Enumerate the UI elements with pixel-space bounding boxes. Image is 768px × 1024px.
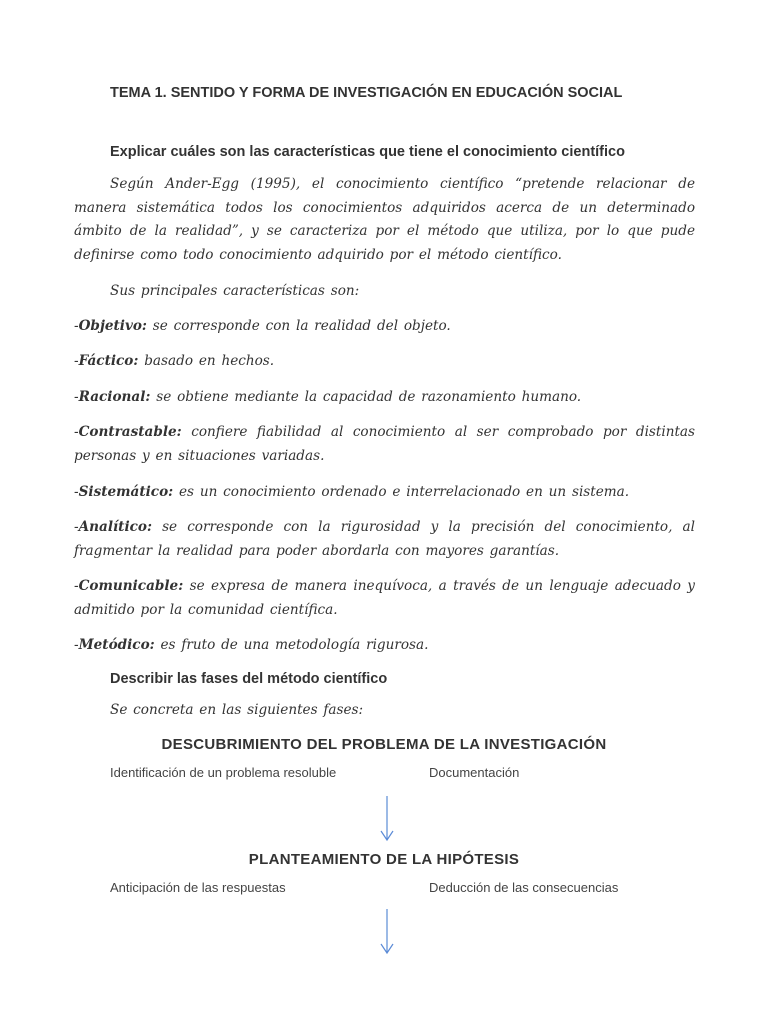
stage2-title: PLANTEAMIENTO DE LA HIPÓTESIS [248, 851, 520, 868]
term-description: confiere fiabilidad al conocimiento al ser comprobado por distintas personas y en situaciones variadas. [74, 424, 695, 464]
stage1-right-label: Documentación [429, 765, 520, 780]
term-label: Fáctico: [78, 353, 139, 369]
list-item-comunicable: -Comunicable: se expresa de manera inequívoca, a través de un lenguaje adecuado y admitido por la comunidad científica. [74, 578, 695, 618]
term-description: es fruto de una metodología rigurosa. [154, 637, 429, 653]
list-item-racional: -Racional: se obtiene mediante la capacidad de razonamiento humano. [74, 389, 582, 405]
term-description: se corresponde con la rigurosidad y la precisión del conocimiento, al fragmentar la realidad para poder abordarla con mayores garantías. [74, 519, 695, 559]
term-description: se corresponde con la realidad del objeto. [146, 318, 451, 334]
term-label: Comunicable: [78, 578, 184, 594]
stage2-left-label: Anticipación de las respuestas [110, 880, 286, 895]
term-description: se expresa de manera inequívoca, a través de un lenguaje adecuado y admitido por la comunidad científica. [74, 578, 695, 618]
term-label: Sistemático: [78, 484, 174, 500]
stage1-title: DESCUBRIMIENTO DEL PROBLEMA DE LA INVESTIGACIÓN [161, 736, 607, 753]
list-item-sistematico: -Sistemático: es un conocimiento ordenado e interrelacionado en un sistema. [74, 484, 630, 500]
section1-heading: Explicar cuáles son las características que tiene el conocimiento científico [110, 144, 625, 160]
page-title: TEMA 1. SENTIDO Y FORMA DE INVESTIGACIÓN EN EDUCACIÓN SOCIAL [110, 85, 623, 101]
list-item-contrastable: -Contrastable: confiere fiabilidad al conocimiento al ser comprobado por distintas personas y en situaciones variadas. [74, 424, 695, 464]
term-description: basado en hechos. [138, 353, 275, 369]
list-item-metodico: -Metódico: es fruto de una metodología rigurosa. [74, 637, 429, 653]
section2-intro: Se concreta en las siguientes fases: [110, 702, 364, 718]
term-label: Racional: [78, 389, 151, 405]
term-description: es un conocimiento ordenado e interrelacionado en un sistema. [173, 484, 630, 500]
down-arrow-icon [377, 908, 397, 956]
section1-intro-paragraph: Según Ander-Egg (1995), el conocimiento científico “pretende relacionar de manera sistemática todos los conocimientos adquiridos acerca de un determinado ámbito de la realidad”, y se caracteriza por el método que utiliza, por lo que pude definirse como todo conocimiento adquirido por el método científico. [74, 176, 695, 263]
list-item-objetivo: -Objetivo: se corresponde con la realidad del objeto. [74, 318, 451, 334]
term-label: Metódico: [78, 637, 155, 653]
term-label: Contrastable: [78, 424, 182, 440]
term-label: Objetivo: [78, 318, 147, 334]
term-label: Analítico: [78, 519, 152, 535]
list-item-factico: -Fáctico: basado en hechos. [74, 353, 275, 369]
section2-heading: Describir las fases del método científico [110, 671, 388, 687]
stage1-left-label: Identificación de un problema resoluble [110, 765, 337, 780]
characteristics-intro: Sus principales características son: [110, 283, 360, 299]
stage2-right-label: Deducción de las consecuencias [429, 880, 619, 895]
term-description: se obtiene mediante la capacidad de razonamiento humano. [150, 389, 582, 405]
down-arrow-icon [377, 795, 397, 843]
list-item-analitico: -Analítico: se corresponde con la rigurosidad y la precisión del conocimiento, al fragmentar la realidad para poder abordarla con mayores garantías. [74, 519, 695, 559]
